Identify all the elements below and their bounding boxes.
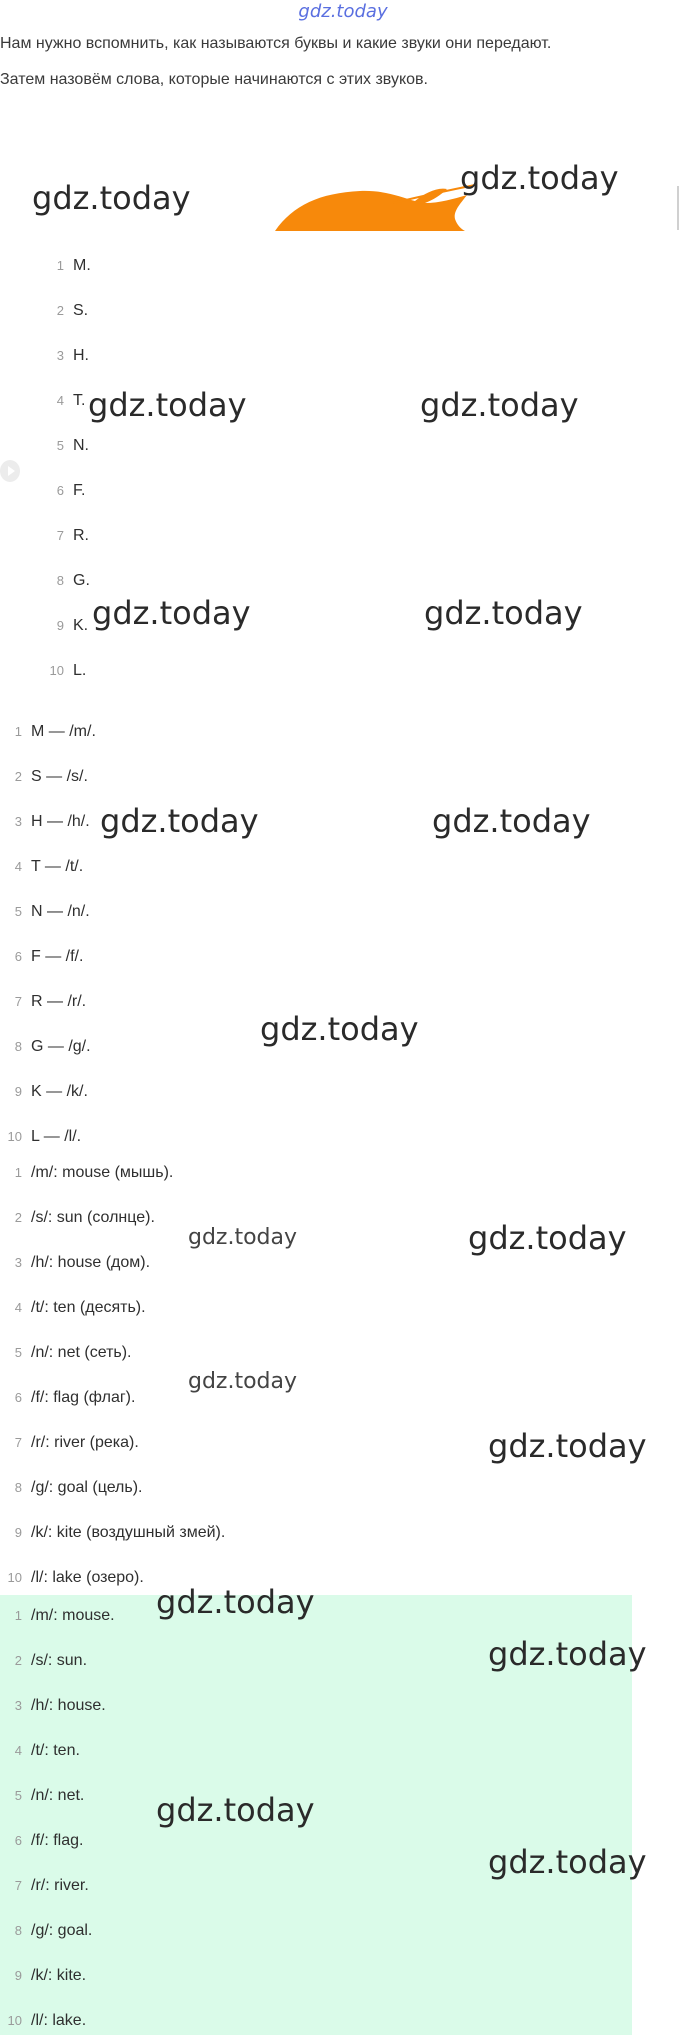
item-text: /k/: kite (воздушный змей).	[31, 1524, 226, 1541]
item-number: 6	[14, 949, 22, 964]
list-item	[42, 479, 85, 503]
list-item	[0, 1251, 150, 1275]
item-text: /f/: flag.	[31, 1832, 84, 1849]
play-handle-icon[interactable]	[0, 460, 20, 482]
list-item	[42, 524, 89, 548]
item-number: 1	[14, 724, 22, 739]
item-number: 8	[56, 573, 64, 588]
item-text: F — /f/.	[31, 948, 84, 965]
item-number: 7	[14, 1435, 22, 1450]
list-item	[42, 569, 90, 593]
item-text: R.	[73, 527, 89, 544]
list-item	[0, 1919, 92, 1943]
item-text: /g/: goal.	[31, 1922, 93, 1939]
list-item	[0, 1829, 83, 1853]
item-number: 7	[14, 1878, 22, 1893]
item-text: /k/: kite.	[31, 1967, 87, 1984]
item-text: G.	[73, 572, 90, 589]
watermark: gdz.today	[100, 802, 259, 840]
item-text: H — /h/.	[31, 813, 90, 830]
intro-line-2: Затем назовём слова, которые начинаются с этих звуков.	[0, 71, 428, 88]
item-number: 1	[14, 1608, 22, 1623]
item-number: 6	[56, 483, 64, 498]
item-number: 2	[56, 303, 64, 318]
item-text: /t/: ten.	[31, 1742, 80, 1759]
list-item	[0, 1341, 132, 1365]
item-text: T.	[73, 392, 86, 409]
list-item	[0, 945, 83, 969]
watermark: gdz.today	[460, 159, 619, 197]
list-item	[0, 1566, 144, 1590]
watermark: gdz.today	[420, 386, 579, 424]
list-item	[0, 855, 83, 879]
item-number: 7	[14, 994, 22, 1009]
item-number: 5	[14, 1345, 22, 1360]
item-text: H.	[73, 347, 89, 364]
item-text: /l/: lake.	[31, 2012, 87, 2029]
item-number: 5	[56, 438, 64, 453]
item-text: L — /l/.	[31, 1128, 82, 1145]
item-number: 8	[14, 1923, 22, 1938]
item-number: 10	[7, 2013, 22, 2028]
item-number: 9	[56, 618, 64, 633]
item-text: /m/: mouse (мышь).	[31, 1164, 174, 1181]
item-number: 7	[56, 528, 64, 543]
list-item	[0, 1874, 89, 1898]
item-text: /n/: net (сеть).	[31, 1344, 132, 1361]
item-text: /g/: goal (цель).	[31, 1479, 143, 1496]
item-text: /h/: house.	[31, 1697, 106, 1714]
item-text: /n/: net.	[31, 1787, 85, 1804]
item-text: M — /m/.	[31, 723, 96, 740]
list-item	[42, 254, 91, 278]
item-text: L.	[73, 662, 87, 679]
list-item	[0, 2009, 86, 2033]
item-number: 9	[14, 1525, 22, 1540]
item-text: N — /n/.	[31, 903, 90, 920]
item-text: N.	[73, 437, 89, 454]
list-item	[0, 1431, 139, 1455]
watermark: gdz.today	[488, 1635, 647, 1673]
item-number: 4	[14, 1743, 22, 1758]
item-text: F.	[73, 482, 86, 499]
item-number: 5	[14, 1788, 22, 1803]
item-number: 4	[14, 1300, 22, 1315]
item-number: 8	[14, 1039, 22, 1054]
watermark: gdz.today	[488, 1843, 647, 1881]
list-item	[0, 1964, 86, 1988]
item-number: 6	[14, 1390, 22, 1405]
list-item	[0, 1080, 88, 1104]
site-logo[interactable]: gdz.today	[298, 1, 388, 22]
list-item	[0, 765, 88, 789]
list-item	[0, 1125, 81, 1149]
watermark: gdz.today	[32, 179, 191, 217]
list-item	[0, 1206, 155, 1230]
item-text: K — /k/.	[31, 1083, 88, 1100]
item-number: 3	[14, 1255, 22, 1270]
item-text: /r/: river.	[31, 1877, 89, 1894]
item-number: 10	[7, 1570, 22, 1585]
item-number: 6	[14, 1833, 22, 1848]
item-number: 2	[14, 1653, 22, 1668]
answer-box	[0, 1595, 632, 2035]
list-item	[0, 1035, 91, 1059]
list-item	[0, 1784, 84, 1808]
list-item	[0, 990, 86, 1014]
item-number: 1	[56, 258, 64, 273]
list-item	[42, 344, 89, 368]
scroll-marker	[677, 186, 679, 230]
item-number: 4	[56, 393, 64, 408]
item-number: 4	[14, 859, 22, 874]
watermark: gdz.today	[188, 1225, 298, 1250]
list-item	[0, 1386, 135, 1410]
watermark: gdz.today	[92, 594, 251, 632]
item-number: 10	[49, 663, 64, 678]
list-item	[42, 659, 86, 683]
list-item	[42, 434, 89, 458]
list-item	[0, 900, 90, 924]
list-item	[0, 1649, 87, 1673]
item-text: /l/: lake (озеро).	[31, 1569, 144, 1586]
list-item	[0, 1739, 80, 1763]
item-text: K.	[73, 617, 89, 634]
item-text: R — /r/.	[31, 993, 87, 1010]
item-number: 3	[56, 348, 64, 363]
list-item	[0, 1296, 146, 1320]
item-text: /t/: ten (десять).	[31, 1299, 146, 1316]
list-item	[0, 810, 90, 834]
list-item	[0, 1694, 106, 1718]
item-text: /h/: house (дом).	[31, 1254, 151, 1271]
list-item	[42, 299, 88, 323]
watermark: gdz.today	[188, 1369, 298, 1394]
item-text: /s/: sun (солнце).	[31, 1209, 155, 1226]
list-item	[0, 1521, 225, 1545]
item-text: /r/: river (река).	[31, 1434, 139, 1451]
list-item	[0, 1161, 173, 1185]
item-text: M.	[73, 257, 91, 274]
item-number: 5	[14, 904, 22, 919]
watermark: gdz.today	[468, 1219, 627, 1257]
item-number: 3	[14, 1698, 22, 1713]
item-number: 1	[14, 1165, 22, 1180]
item-number: 2	[14, 769, 22, 784]
watermark: gdz.today	[488, 1427, 647, 1465]
list-item	[42, 389, 85, 413]
watermark: gdz.today	[88, 386, 247, 424]
list-item	[0, 1604, 115, 1628]
watermark: gdz.today	[424, 594, 583, 632]
watermark: gdz.today	[156, 1583, 315, 1621]
list-item	[0, 720, 96, 744]
watermark: gdz.today	[432, 802, 591, 840]
intro-line-1: Нам нужно вспомнить, как называются буквы и какие звуки они передают.	[0, 35, 552, 52]
fox-illustration	[275, 183, 485, 231]
item-text: S — /s/.	[31, 768, 88, 785]
watermark: gdz.today	[260, 1010, 419, 1048]
item-text: /s/: sun.	[31, 1652, 88, 1669]
item-text: S.	[73, 302, 89, 319]
item-number: 3	[14, 814, 22, 829]
item-text: G — /g/.	[31, 1038, 91, 1055]
item-number: 9	[14, 1968, 22, 1983]
item-text: /f/: flag (флаг).	[31, 1389, 136, 1406]
watermark: gdz.today	[156, 1791, 315, 1829]
item-number: 2	[14, 1210, 22, 1225]
item-number: 9	[14, 1084, 22, 1099]
list-item	[42, 614, 88, 638]
item-number: 10	[7, 1129, 22, 1144]
item-number: 8	[14, 1480, 22, 1495]
list-item	[0, 1476, 143, 1500]
item-text: T — /t/.	[31, 858, 84, 875]
item-text: /m/: mouse.	[31, 1607, 115, 1624]
